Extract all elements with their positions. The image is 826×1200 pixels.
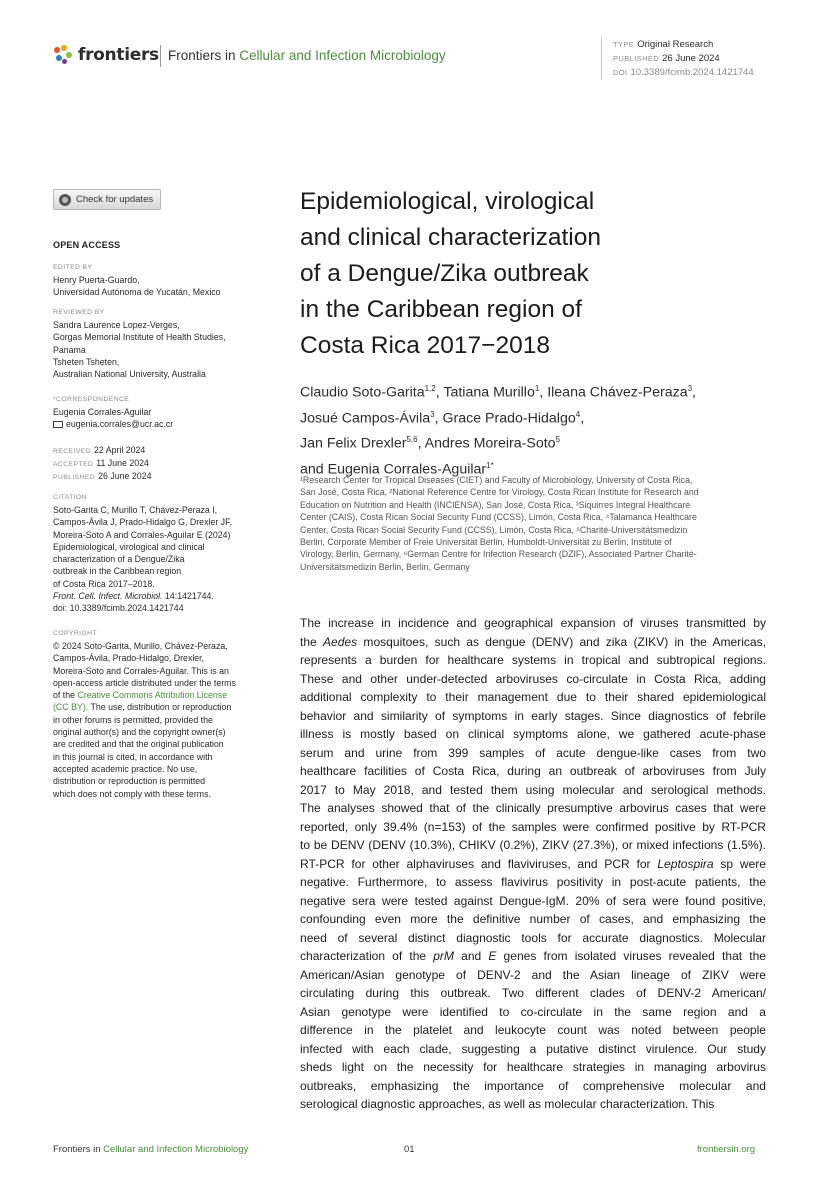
- abstract-line: to be DENV (DENV (10.3%), CHIKV (0.2%), ZIKV (27.3%), or mixed infections (1.5%).: [300, 838, 766, 852]
- envelope-icon: [53, 421, 63, 428]
- author-affiliation-mark: 1*: [486, 461, 494, 471]
- abstract-line: serological diagnostic approaches, as well as molecular characterization. This: [300, 1097, 715, 1111]
- abstract-line: serum and urine from 399 samples of acute dengue-like cases from two: [300, 745, 766, 760]
- author-affiliation-mark: 4: [575, 409, 581, 419]
- footer-journal-name: Cellular and Infection Microbiology: [103, 1144, 249, 1155]
- journal-title: Cellular and Infection Microbiology: [239, 48, 446, 63]
- title-line: of a Dengue/Zika outbreak: [300, 260, 589, 287]
- article-type: [613, 39, 713, 50]
- sidebar-published-value: 26 June 2024: [98, 471, 152, 481]
- edited-by-label: EDITED BY: [53, 264, 93, 271]
- published-label: PUBLISHED: [613, 54, 660, 63]
- title-line: in the Caribbean region of: [300, 296, 582, 323]
- cc-license-link[interactable]: Creative Commons Attribution License: [77, 690, 228, 701]
- citation-label: CITATION: [53, 494, 87, 501]
- text-line: Epidemiological, virological and clinical: [53, 541, 205, 552]
- text-line: Panama: [53, 344, 86, 355]
- edited-by-text: [53, 274, 268, 299]
- title-line: Epidemiological, virological: [300, 188, 595, 215]
- text-line: which does not comply with these terms.: [53, 788, 211, 799]
- abstract-line: the Aedes mosquitoes, such as dengue (DENV) and zika (ZIKV) in the Americas,: [300, 634, 766, 649]
- check-for-updates-button[interactable]: [53, 189, 161, 210]
- copyright-pre-link: of the: [53, 690, 78, 701]
- text-line: characterization of a Dengue/Zika: [53, 554, 185, 565]
- italic-term: prM: [433, 949, 454, 963]
- abstract-line: represents a burden for healthcare systems in tropical and subtropical regions.: [300, 653, 766, 667]
- footer-site-link[interactable]: frontiersin.org: [697, 1144, 756, 1155]
- title-line: Costa Rica 2017−2018: [300, 332, 550, 359]
- journal-prefix: Frontiers in: [168, 48, 236, 63]
- correspondence-email-row[interactable]: [53, 418, 268, 430]
- check-updates-label: Check for updates: [76, 194, 154, 205]
- abstract-line: negative. Furthermore, to assess flavivirus positivity in post-acute patients, the: [300, 875, 766, 889]
- abstract-line: healthcare facilities of Costa Rica, during an outbreak of arboviruses from July: [300, 764, 766, 778]
- abstract-line: negative sera were tested against Dengue-IgM. 20% of sera were found positive,: [300, 893, 766, 908]
- doi[interactable]: [613, 67, 754, 78]
- abstract-line: Asian genotype were identified to co-circulate in the same region and a: [300, 1004, 766, 1019]
- abstract-line: outbreaks, emphasizing the importance of comprehensive molecular and: [300, 1078, 766, 1093]
- text-line: are credited and that the original publication: [53, 739, 224, 750]
- affiliation-line: Education on Nutrition and Health (INCIENSA), San José, Costa Rica, ³Siquirres Integral Healthcare: [300, 499, 691, 510]
- author-name[interactable]: Grace Prado-Hidalgo: [442, 410, 576, 427]
- citation-journal: Front. Cell. Infect. Microbiol.: [53, 591, 163, 602]
- copyright-label: COPYRIGHT: [53, 630, 98, 637]
- correspondence-email[interactable]: eugenia.corrales@ucr.ac.cr: [66, 419, 174, 430]
- logo-text: frontiers: [78, 45, 159, 65]
- abstract-line: The increase in incidence and geographical expansion of viruses transmitted by: [300, 616, 766, 630]
- affiliation-line: Universitätsmedizin Berlin, Berlin, Germany: [300, 561, 470, 572]
- author-name[interactable]: Andres Moreira-Soto: [424, 436, 556, 453]
- abstract-line: 2017 to May 2018, and tested them using molecular and serological methods.: [300, 782, 766, 797]
- reviewed-by-text: [53, 319, 268, 380]
- affiliation-line: Berlin, Corporate Member of Freie Universität Berlin, Humboldt-Universität zu Berlin, Institute of: [300, 537, 672, 548]
- reviewed-by-label: REVIEWED BY: [53, 309, 105, 316]
- text-line: original author(s) and the copyright owner(s): [53, 727, 226, 738]
- type-value: Original Research: [637, 39, 714, 50]
- text-line: Sandra Laurence Lopez-Verges,: [53, 320, 180, 330]
- frontiers-mark-icon: [52, 44, 74, 66]
- abstract-line: illness is mostly based on clinical symptoms alone, we gathered acute-phase: [300, 727, 766, 741]
- text-line: Tsheten Tsheten,: [53, 356, 120, 367]
- correspondence-label: *CORRESPONDENCE: [53, 396, 130, 403]
- abstract-line: RT-PCR for other alphaviruses and flaviviruses, and PCR for Leptospira sp were: [300, 856, 766, 871]
- affiliations: [300, 474, 770, 573]
- published-date: [613, 53, 720, 64]
- italic-term: E: [488, 949, 497, 963]
- text-line: of Costa Rica 2017–2018.: [53, 578, 155, 589]
- text-line: distribution or reproduction is permitted: [53, 776, 206, 787]
- text-line: Moreira-Soto and Corrales-Aguilar. This is an: [53, 665, 229, 676]
- author-name[interactable]: Jan Felix Drexler: [300, 436, 407, 453]
- author-affiliation-mark: 5,6: [406, 435, 418, 445]
- check-updates-icon: [59, 194, 71, 206]
- abstract-line: difference in the platelet and leukocyte count was noted between people: [300, 1023, 766, 1037]
- open-access-label: OPEN ACCESS: [53, 240, 121, 250]
- copyright-text: [53, 640, 268, 800]
- published-value: 26 June 2024: [662, 53, 720, 64]
- author-affiliation-mark: 3: [430, 409, 435, 419]
- author-name[interactable]: Tatiana Murillo: [443, 384, 535, 401]
- text-line: © 2024 Soto-Garita, Murillo, Chávez-Peraza,: [53, 641, 228, 651]
- cc-by-link[interactable]: (CC BY).: [53, 702, 89, 713]
- abstract-line: behavior and similarity of symptoms in early stages. Since diagnostics of febrile: [300, 708, 766, 723]
- accepted-value: 11 June 2024: [96, 458, 149, 468]
- type-label: TYPE: [613, 40, 635, 49]
- header-divider: [160, 45, 161, 67]
- author-name[interactable]: Ileana Chávez-Peraza: [547, 384, 688, 401]
- text-line: Henry Puerta-Guardo,: [53, 275, 140, 285]
- footer-journal[interactable]: [53, 1144, 248, 1155]
- author-affiliation-mark: 5: [555, 435, 561, 445]
- text-line: accepted academic practice. No use,: [53, 763, 198, 774]
- affiliation-line: ¹Research Center for Tropical Diseases (CIET) and Faculty of Microbiology, University of Costa Rica,: [300, 475, 693, 485]
- abstract-line: infected with each clade, suggesting a putative distinct virulence. Our study: [300, 1041, 766, 1056]
- affiliation-line: San José, Costa Rica, ²National Reference Centre for Virology, Costa Rican Institute for Research and: [300, 487, 699, 498]
- article-title: [300, 184, 740, 364]
- citation-doi[interactable]: doi: 10.3389/fcimb.2024.1421744: [53, 603, 184, 614]
- abstract-line: additional complexity to their management due to their shared epidemiological: [300, 690, 766, 704]
- received-label: RECEIVED: [53, 448, 91, 455]
- text-line: in this journal is cited, in accordance with: [53, 751, 213, 762]
- footer-journal-prefix: Frontiers in: [53, 1144, 101, 1155]
- abstract-line: sheds light on the necessity for healthcare strategies in managing arbovirus: [300, 1060, 766, 1074]
- text-line: open-access article distributed under the terms: [53, 677, 236, 688]
- citation-text: [53, 504, 268, 615]
- affiliation-line: Center (CAIS), Costa Rican Social Security Fund (CCSS), Limón, Costa Rica, ⁴Talamanca Healthcare: [300, 512, 697, 523]
- abstract-line: reported, only 39.4% (n=153) of the samples were confirmed positive by RT-PCR: [300, 819, 766, 834]
- abstract-line: confounding even more the definitive number of cases, and emphasizing the: [300, 912, 766, 926]
- affiliation-line: Center, Costa Rican Social Security Fund (CCSS), Limón, Costa Rica, ⁵Charité-Universitätsmedizin: [300, 524, 688, 535]
- text-line: Gorgas Memorial Institute of Health Studies,: [53, 332, 226, 343]
- abstract-line: characterization of the prM and E genes from isolated viruses revealed that the: [300, 949, 766, 963]
- author-list: Claudio Soto-Garita$^{1,2}$, Tatiana Murillo$^1$, Ileana Chávez-Peraza$^3$, Josué Campos-Ávila$^3$, Grace Prado-Hidalgo$^4$, Jan Felix Drexler$^{5,6}$, Andres Moreira-Soto$^5$ and Eugenia Corrales-Aguilar$^{1*}$: [300, 384, 696, 478]
- italic-term: Leptospira: [657, 856, 714, 871]
- text-line: Australian National University, Australia: [53, 369, 206, 380]
- abstract-line: need of several distinct diagnostic tools for accurate diagnostics. Molecular: [300, 930, 766, 945]
- correspondence-text: [53, 406, 268, 431]
- author-affiliation-mark: 3: [687, 384, 693, 393]
- author-name[interactable]: Claudio Soto-Garita: [300, 384, 425, 401]
- text-line: Campos-Ávila J, Prado-Hidalgo G, Drexler JF,: [53, 517, 232, 528]
- page-number: 01: [404, 1144, 415, 1155]
- frontiers-logo[interactable]: [52, 42, 159, 68]
- accepted-date: [53, 458, 149, 468]
- doi-value[interactable]: 10.3389/fcimb.2024.1421744: [630, 67, 754, 78]
- copyright-after-link: The use, distribution or reproduction: [88, 702, 232, 713]
- meta-divider: [601, 37, 602, 80]
- text-line: Universidad Autónoma de Yucatán, Mexico: [53, 287, 221, 298]
- abstract-line: American/Asian genotype of DENV-2 and the Asian lineage of ZIKV were: [300, 967, 766, 982]
- received-date: [53, 445, 145, 455]
- text-line: Campos-Ávila, Prado-Hidalgo, Drexler,: [53, 653, 205, 664]
- abstract-line: The analyses showed that of the clinically presumptive arbovirus cases that were: [300, 801, 766, 815]
- sidebar-published-date: [53, 471, 151, 481]
- author-name[interactable]: Eugenia Corrales-Aguilar: [327, 461, 487, 478]
- text-line: Moreira-Soto A and Corrales-Aguilar E (2024): [53, 529, 231, 540]
- text-line: Soto-Garita C, Murillo T, Chávez-Peraza I,: [53, 505, 218, 515]
- abstract: [300, 614, 766, 1114]
- doi-label: DOI: [613, 68, 628, 77]
- abstract-line: circulating during this outbreak. Two different clades of DENV-2 American/: [300, 986, 766, 1000]
- received-value: 22 April 2024: [93, 445, 146, 455]
- author-affiliation-mark: 1: [534, 384, 540, 393]
- text-line: [53, 689, 268, 701]
- abstract-line: These and other under-detected arboviruses co-circulate in Costa Rica, adding: [300, 671, 766, 686]
- title-line: and clinical characterization: [300, 224, 601, 251]
- correspondence-name: Eugenia Corrales-Aguilar: [53, 407, 152, 417]
- citation-volume: 14:1421744.: [162, 591, 214, 602]
- author-name[interactable]: Josué Campos-Ávila: [300, 410, 431, 427]
- journal-name[interactable]: [168, 48, 446, 63]
- text-line: outbreak in the Caribbean region: [53, 566, 182, 577]
- citation-journal-line: [53, 590, 268, 602]
- italic-term: Aedes: [323, 634, 358, 649]
- affiliation-line: Virology, Berlin, Germany, ⁶German Centre for Infection Research (DZIF), Associated Partner Charité-: [300, 549, 697, 560]
- author-affiliation-mark: 1,2: [424, 384, 436, 393]
- text-line: in other forums is permitted, provided the: [53, 714, 213, 725]
- sidebar-published-label: PUBLISHED: [53, 474, 96, 481]
- accepted-label: ACCEPTED: [53, 461, 94, 468]
- text-line: [53, 701, 268, 713]
